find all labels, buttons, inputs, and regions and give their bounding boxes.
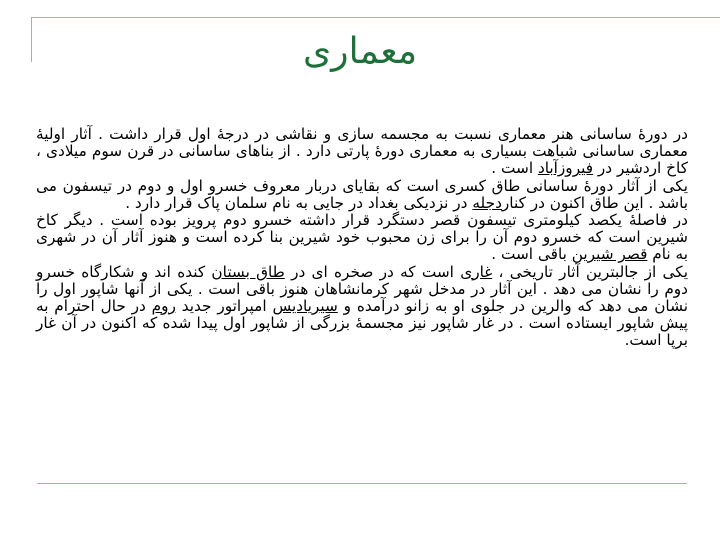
firuzabad-link[interactable]: فیروزآباد [537,159,594,178]
rome-link[interactable]: روم [151,297,176,316]
slide-body [36,126,688,350]
paragraph-text: یکی از آثار دورهٔ ساسانی طاق کسری است که بقایای دربار معروف خسرو اول و دوم در تیسفون می باشد . این طاق اکنون در کنار [36,176,688,212]
paragraph-text: است که در صخره ای در [284,262,461,281]
paragraph-2 [36,178,688,212]
paragraph-1 [36,126,688,178]
paragraph-text: است . [491,159,538,178]
paragraph-text: کنده اند و شکارگاه خسرو دوم را نشان می دهد . این آثار در مدخل شهر کرمانشاهان هنوز باقی است . یکی از آنها شاپور اول را نشان می دهد که والرین در جلوی او به زانو درآمده و [36,262,688,316]
cave-link[interactable]: غاری [460,262,493,281]
paragraph-text: در دورهٔ ساسانی هنر معماری نسبت به مجسمه سازی و نقاشی در درجهٔ اول قرار داشت . آثار اولیهٔ معماری ساسانی شباهت بسیاری به معماری دورهٔ پارتی دارد . از بناهای ساسانی در قرن سوم میلادی ، کاخ اردشیر در [36,125,688,178]
bottom-divider [37,483,687,484]
paragraph-text: در حال احترام به پیش شاپور ایستاده است . در غار شاپور نیز مجسمهٔ بزرگی از شاپور اول پیدا شده که اکنون در آن غار برپا است. [36,297,688,350]
paragraph-text: در فاصلهٔ یکصد کیلومتری تیسفون قصر دستگرد قرار داشته خسرو دوم پرویز بوده است . دیگر کاخ شیرین است که خسرو دوم آن را برای زن محبوب خود شیرین بنا کرده است و هنوز آثار آن در شهری به نام [36,211,688,264]
paragraph-text: در نزدیکی بغداد در جایی به نام سلمان پاک قرار دارد . [125,193,473,212]
qasr-shirin-link[interactable]: قصر شیرین [571,245,648,264]
paragraph-text: امپراتور جدید [175,297,273,316]
slide-title: معماری [303,31,417,72]
top-divider [31,17,720,18]
paragraph-text: باقی است . [491,245,572,264]
paragraph-3 [36,212,688,264]
tigris-link[interactable]: دجله [472,193,502,212]
paragraph-4 [36,264,688,350]
paragraph-text: یکی از جالبترین آثار تاریخی ، [492,262,688,281]
taq-bostan-link[interactable]: طاق بستان [211,262,285,281]
cyriades-link[interactable]: سیریادیس [272,297,338,316]
